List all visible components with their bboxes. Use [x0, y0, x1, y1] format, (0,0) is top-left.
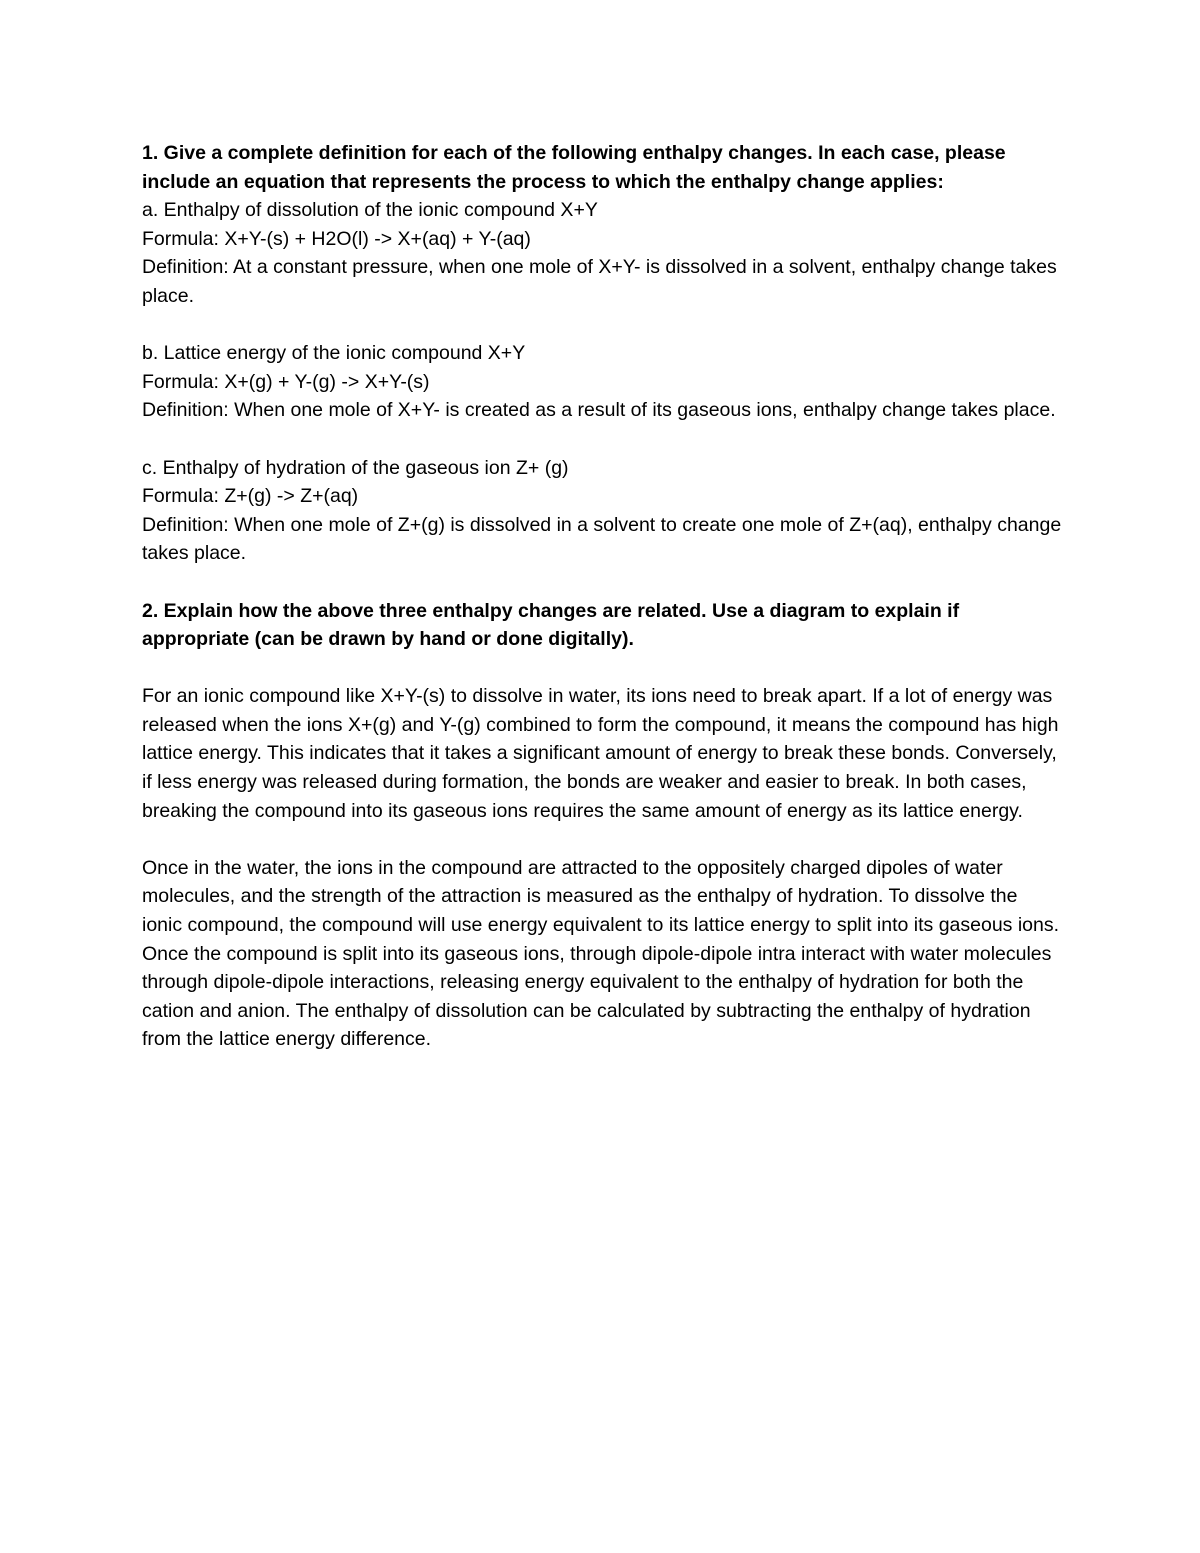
question-2-prompt: 2. Explain how the above three enthalpy changes are related. Use a diagram to explain if appropriate (can be drawn by hand or done digitally).: [142, 599, 960, 651]
part-b-formula: Formula: X+(g) + Y-(g) -> X+Y-(s): [142, 370, 430, 393]
part-c-heading: c. Enthalpy of hydration of the gaseous ion Z+ (g): [142, 456, 569, 479]
part-c-definition: Definition: When one mole of Z+(g) is dissolved in a solvent to create one mole of Z+(aq), enthalpy change takes place.: [142, 513, 1067, 565]
spacer: [142, 425, 1062, 454]
document-page: [142, 139, 1067, 1054]
part-a-heading: a. Enthalpy of dissolution of the ionic compound X+Y: [142, 199, 598, 222]
part-c-formula: Formula: Z+(g) -> Z+(aq): [142, 485, 359, 508]
part-a: [142, 196, 1062, 310]
spacer: [142, 311, 1062, 340]
answer-paragraph-2: Once in the water, the ions in the compound are attracted to the oppositely charged dipoles of water molecules, and the strength of the attraction is measured as the enthalpy of hydration. To dissolve the ionic compound, the compound will use energy equivalent to its lattice energy to split into its gaseous ions. Once the compound is split into its gaseous ions, through dipole-dipole intra interact with water molecules through dipole-dipole interactions, releasing energy equivalent to the enthalpy of hydration for both the cation and anion. The enthalpy of dissolution can be calculated by subtracting the enthalpy of hydration from the lattice energy difference.: [142, 856, 1060, 1051]
spacer: [142, 568, 1062, 597]
part-b-definition: Definition: When one mole of X+Y- is created as a result of its gaseous ions, enthalpy change takes place.: [142, 399, 1056, 422]
spacer: [142, 654, 1062, 683]
part-a-formula: Formula: X+Y-(s) + H2O(l) -> X+(aq) + Y-(aq): [142, 227, 531, 250]
part-a-definition: Definition: At a constant pressure, when one mole of X+Y- is dissolved in a solvent, enthalpy change takes place.: [142, 256, 1063, 307]
part-b-heading: b. Lattice energy of the ionic compound X+Y: [142, 342, 526, 365]
spacer: [142, 825, 1062, 854]
answer-paragraph-1: For an ionic compound like X+Y-(s) to dissolve in water, its ions need to break apart. If a lot of energy was released when the ions X+(g) and Y-(g) combined to form the compound, it means the compound has high lattice energy. This indicates that it takes a significant amount of energy to break these bonds. Conversely, if less energy was released during formation, the bonds are weaker and easier to break. In both cases, breaking the compound into its gaseous ions requires the same amount of energy as its lattice energy.: [142, 685, 1059, 822]
question-1-prompt: 1. Give a complete definition for each of the following enthalpy changes. In each case, please include an equation that represents the process to which the enthalpy change applies:: [142, 142, 1006, 193]
part-b: [142, 339, 1062, 425]
part-c: [142, 454, 1067, 568]
